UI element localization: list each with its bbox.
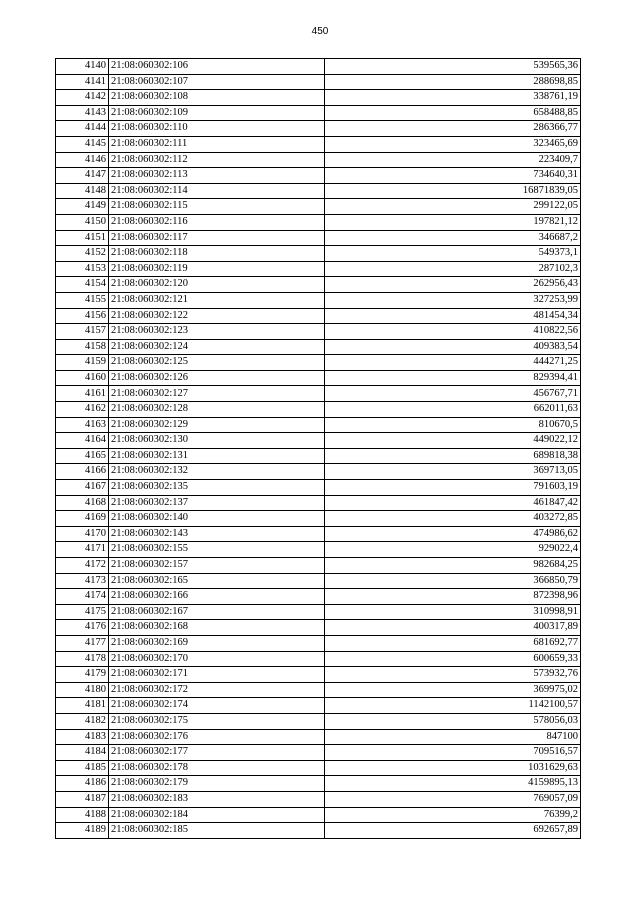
row-number-cell: 4144 xyxy=(56,121,109,137)
row-number-cell: 4182 xyxy=(56,713,109,729)
row-number-cell: 4179 xyxy=(56,667,109,683)
cadastral-value-cell: 662011,63 xyxy=(325,402,581,418)
row-number-cell: 4180 xyxy=(56,682,109,698)
cadastral-number-cell: 21:08:060302:115 xyxy=(109,199,325,215)
table-row xyxy=(56,370,581,386)
table-row xyxy=(56,199,581,215)
table-row xyxy=(56,667,581,683)
cadastral-number-cell: 21:08:060302:167 xyxy=(109,604,325,620)
cadastral-number-cell: 21:08:060302:177 xyxy=(109,745,325,761)
cadastral-number-cell: 21:08:060302:175 xyxy=(109,713,325,729)
cadastral-value-cell: 573932,76 xyxy=(325,667,581,683)
cadastral-value-cell: 658488,85 xyxy=(325,105,581,121)
cadastral-value-cell: 549373,1 xyxy=(325,246,581,262)
row-number-cell: 4154 xyxy=(56,277,109,293)
cadastral-number-cell: 21:08:060302:155 xyxy=(109,542,325,558)
row-number-cell: 4189 xyxy=(56,823,109,839)
row-number-cell: 4185 xyxy=(56,760,109,776)
table-row xyxy=(56,121,581,137)
cadastral-number-cell: 21:08:060302:172 xyxy=(109,682,325,698)
cadastral-value-table xyxy=(55,58,581,839)
row-number-cell: 4183 xyxy=(56,729,109,745)
cadastral-number-cell: 21:08:060302:121 xyxy=(109,292,325,308)
cadastral-number-cell: 21:08:060302:119 xyxy=(109,261,325,277)
row-number-cell: 4151 xyxy=(56,230,109,246)
row-number-cell: 4147 xyxy=(56,168,109,184)
cadastral-number-cell: 21:08:060302:170 xyxy=(109,651,325,667)
row-number-cell: 4169 xyxy=(56,511,109,527)
table-row xyxy=(56,542,581,558)
cadastral-value-cell: 403272,85 xyxy=(325,511,581,527)
cadastral-value-cell: 461847,42 xyxy=(325,495,581,511)
table-row xyxy=(56,604,581,620)
cadastral-value-cell: 323465,69 xyxy=(325,136,581,152)
row-number-cell: 4172 xyxy=(56,558,109,574)
cadastral-value-cell: 366850,79 xyxy=(325,573,581,589)
table-row xyxy=(56,760,581,776)
cadastral-value-cell: 369975,02 xyxy=(325,682,581,698)
table-row xyxy=(56,807,581,823)
table-row xyxy=(56,74,581,90)
cadastral-number-cell: 21:08:060302:120 xyxy=(109,277,325,293)
table-row xyxy=(56,292,581,308)
row-number-cell: 4162 xyxy=(56,402,109,418)
table-row xyxy=(56,277,581,293)
cadastral-value-cell: 369713,05 xyxy=(325,464,581,480)
row-number-cell: 4160 xyxy=(56,370,109,386)
table-row xyxy=(56,261,581,277)
cadastral-number-cell: 21:08:060302:184 xyxy=(109,807,325,823)
table-row xyxy=(56,168,581,184)
row-number-cell: 4141 xyxy=(56,74,109,90)
row-number-cell: 4174 xyxy=(56,589,109,605)
table-row xyxy=(56,417,581,433)
cadastral-value-cell: 449022,12 xyxy=(325,433,581,449)
table-row xyxy=(56,698,581,714)
table-row xyxy=(56,791,581,807)
table-row xyxy=(56,713,581,729)
table-row xyxy=(56,635,581,651)
cadastral-number-cell: 21:08:060302:124 xyxy=(109,339,325,355)
row-number-cell: 4150 xyxy=(56,214,109,230)
row-number-cell: 4165 xyxy=(56,448,109,464)
table-row xyxy=(56,480,581,496)
table-body xyxy=(56,59,581,839)
cadastral-number-cell: 21:08:060302:130 xyxy=(109,433,325,449)
table-row xyxy=(56,246,581,262)
table-row xyxy=(56,339,581,355)
table-row xyxy=(56,682,581,698)
table-row xyxy=(56,526,581,542)
row-number-cell: 4171 xyxy=(56,542,109,558)
cadastral-value-cell: 769057,09 xyxy=(325,791,581,807)
cadastral-number-cell: 21:08:060302:125 xyxy=(109,355,325,371)
cadastral-number-cell: 21:08:060302:179 xyxy=(109,776,325,792)
cadastral-number-cell: 21:08:060302:129 xyxy=(109,417,325,433)
table-row xyxy=(56,105,581,121)
row-number-cell: 4145 xyxy=(56,136,109,152)
cadastral-value-cell: 982684,25 xyxy=(325,558,581,574)
table-row xyxy=(56,433,581,449)
row-number-cell: 4159 xyxy=(56,355,109,371)
table-row xyxy=(56,90,581,106)
cadastral-value-cell: 681692,77 xyxy=(325,635,581,651)
cadastral-number-cell: 21:08:060302:110 xyxy=(109,121,325,137)
row-number-cell: 4181 xyxy=(56,698,109,714)
row-number-cell: 4168 xyxy=(56,495,109,511)
table-row xyxy=(56,183,581,199)
cadastral-value-cell: 400317,89 xyxy=(325,620,581,636)
table-row xyxy=(56,589,581,605)
table-row xyxy=(56,230,581,246)
row-number-cell: 4163 xyxy=(56,417,109,433)
cadastral-number-cell: 21:08:060302:143 xyxy=(109,526,325,542)
table-row xyxy=(56,59,581,75)
cadastral-number-cell: 21:08:060302:106 xyxy=(109,59,325,75)
table-row xyxy=(56,448,581,464)
cadastral-number-cell: 21:08:060302:116 xyxy=(109,214,325,230)
row-number-cell: 4153 xyxy=(56,261,109,277)
cadastral-value-cell: 734640,31 xyxy=(325,168,581,184)
row-number-cell: 4155 xyxy=(56,292,109,308)
cadastral-value-cell: 1031629,63 xyxy=(325,760,581,776)
cadastral-value-cell: 791603,19 xyxy=(325,480,581,496)
row-number-cell: 4178 xyxy=(56,651,109,667)
cadastral-number-cell: 21:08:060302:132 xyxy=(109,464,325,480)
cadastral-number-cell: 21:08:060302:168 xyxy=(109,620,325,636)
cadastral-number-cell: 21:08:060302:123 xyxy=(109,324,325,340)
row-number-cell: 4167 xyxy=(56,480,109,496)
table-row xyxy=(56,511,581,527)
table-row xyxy=(56,573,581,589)
row-number-cell: 4146 xyxy=(56,152,109,168)
table-row xyxy=(56,355,581,371)
table-row xyxy=(56,495,581,511)
cadastral-value-cell: 409383,54 xyxy=(325,339,581,355)
cadastral-value-cell: 810670,5 xyxy=(325,417,581,433)
cadastral-value-cell: 197821,12 xyxy=(325,214,581,230)
cadastral-value-cell: 299122,05 xyxy=(325,199,581,215)
row-number-cell: 4161 xyxy=(56,386,109,402)
cadastral-value-cell: 76399,2 xyxy=(325,807,581,823)
cadastral-value-cell: 338761,19 xyxy=(325,90,581,106)
cadastral-number-cell: 21:08:060302:183 xyxy=(109,791,325,807)
row-number-cell: 4142 xyxy=(56,90,109,106)
cadastral-number-cell: 21:08:060302:174 xyxy=(109,698,325,714)
cadastral-value-cell: 444271,25 xyxy=(325,355,581,371)
table-row xyxy=(56,729,581,745)
cadastral-value-cell: 689818,38 xyxy=(325,448,581,464)
cadastral-value-cell: 474986,62 xyxy=(325,526,581,542)
table-row xyxy=(56,214,581,230)
row-number-cell: 4170 xyxy=(56,526,109,542)
table-row xyxy=(56,745,581,761)
cadastral-value-cell: 16871839,05 xyxy=(325,183,581,199)
cadastral-value-cell: 929022,4 xyxy=(325,542,581,558)
cadastral-value-cell: 310998,91 xyxy=(325,604,581,620)
cadastral-number-cell: 21:08:060302:171 xyxy=(109,667,325,683)
cadastral-number-cell: 21:08:060302:166 xyxy=(109,589,325,605)
table-row xyxy=(56,324,581,340)
table-row xyxy=(56,823,581,839)
cadastral-value-cell: 578056,03 xyxy=(325,713,581,729)
cadastral-number-cell: 21:08:060302:113 xyxy=(109,168,325,184)
row-number-cell: 4158 xyxy=(56,339,109,355)
cadastral-number-cell: 21:08:060302:178 xyxy=(109,760,325,776)
cadastral-number-cell: 21:08:060302:109 xyxy=(109,105,325,121)
row-number-cell: 4148 xyxy=(56,183,109,199)
cadastral-number-cell: 21:08:060302:127 xyxy=(109,386,325,402)
table-row xyxy=(56,386,581,402)
cadastral-number-cell: 21:08:060302:131 xyxy=(109,448,325,464)
row-number-cell: 4157 xyxy=(56,324,109,340)
cadastral-value-cell: 327253,99 xyxy=(325,292,581,308)
cadastral-value-cell: 287102,3 xyxy=(325,261,581,277)
cadastral-number-cell: 21:08:060302:108 xyxy=(109,90,325,106)
cadastral-number-cell: 21:08:060302:126 xyxy=(109,370,325,386)
cadastral-number-cell: 21:08:060302:176 xyxy=(109,729,325,745)
cadastral-value-cell: 539565,36 xyxy=(325,59,581,75)
cadastral-value-cell: 709516,57 xyxy=(325,745,581,761)
cadastral-number-cell: 21:08:060302:118 xyxy=(109,246,325,262)
cadastral-number-cell: 21:08:060302:117 xyxy=(109,230,325,246)
row-number-cell: 4177 xyxy=(56,635,109,651)
cadastral-value-cell: 4159895,13 xyxy=(325,776,581,792)
cadastral-value-cell: 410822,56 xyxy=(325,324,581,340)
cadastral-value-cell: 481454,34 xyxy=(325,308,581,324)
row-number-cell: 4164 xyxy=(56,433,109,449)
cadastral-value-cell: 456767,71 xyxy=(325,386,581,402)
cadastral-number-cell: 21:08:060302:157 xyxy=(109,558,325,574)
row-number-cell: 4173 xyxy=(56,573,109,589)
cadastral-number-cell: 21:08:060302:140 xyxy=(109,511,325,527)
row-number-cell: 4166 xyxy=(56,464,109,480)
cadastral-number-cell: 21:08:060302:185 xyxy=(109,823,325,839)
cadastral-value-cell: 288698,85 xyxy=(325,74,581,90)
cadastral-number-cell: 21:08:060302:112 xyxy=(109,152,325,168)
cadastral-number-cell: 21:08:060302:122 xyxy=(109,308,325,324)
cadastral-value-cell: 346687,2 xyxy=(325,230,581,246)
table-row xyxy=(56,620,581,636)
row-number-cell: 4175 xyxy=(56,604,109,620)
row-number-cell: 4176 xyxy=(56,620,109,636)
cadastral-number-cell: 21:08:060302:137 xyxy=(109,495,325,511)
page-number: 450 xyxy=(311,26,329,37)
row-number-cell: 4184 xyxy=(56,745,109,761)
cadastral-number-cell: 21:08:060302:169 xyxy=(109,635,325,651)
row-number-cell: 4187 xyxy=(56,791,109,807)
cadastral-number-cell: 21:08:060302:128 xyxy=(109,402,325,418)
cadastral-number-cell: 21:08:060302:135 xyxy=(109,480,325,496)
cadastral-value-cell: 262956,43 xyxy=(325,277,581,293)
cadastral-value-cell: 847100 xyxy=(325,729,581,745)
cadastral-value-cell: 829394,41 xyxy=(325,370,581,386)
row-number-cell: 4140 xyxy=(56,59,109,75)
table-row xyxy=(56,776,581,792)
cadastral-value-cell: 223409,7 xyxy=(325,152,581,168)
cadastral-value-cell: 1142100,57 xyxy=(325,698,581,714)
row-number-cell: 4152 xyxy=(56,246,109,262)
row-number-cell: 4186 xyxy=(56,776,109,792)
table-row xyxy=(56,136,581,152)
cadastral-value-cell: 286366,77 xyxy=(325,121,581,137)
row-number-cell: 4143 xyxy=(56,105,109,121)
cadastral-value-cell: 872398,96 xyxy=(325,589,581,605)
table-row xyxy=(56,152,581,168)
row-number-cell: 4188 xyxy=(56,807,109,823)
row-number-cell: 4156 xyxy=(56,308,109,324)
table-row xyxy=(56,464,581,480)
table-row xyxy=(56,402,581,418)
cadastral-number-cell: 21:08:060302:111 xyxy=(109,136,325,152)
table-row xyxy=(56,308,581,324)
cadastral-number-cell: 21:08:060302:107 xyxy=(109,74,325,90)
table-row xyxy=(56,651,581,667)
row-number-cell: 4149 xyxy=(56,199,109,215)
cadastral-number-cell: 21:08:060302:165 xyxy=(109,573,325,589)
table-row xyxy=(56,558,581,574)
cadastral-value-cell: 692657,89 xyxy=(325,823,581,839)
cadastral-value-cell: 600659,33 xyxy=(325,651,581,667)
cadastral-number-cell: 21:08:060302:114 xyxy=(109,183,325,199)
